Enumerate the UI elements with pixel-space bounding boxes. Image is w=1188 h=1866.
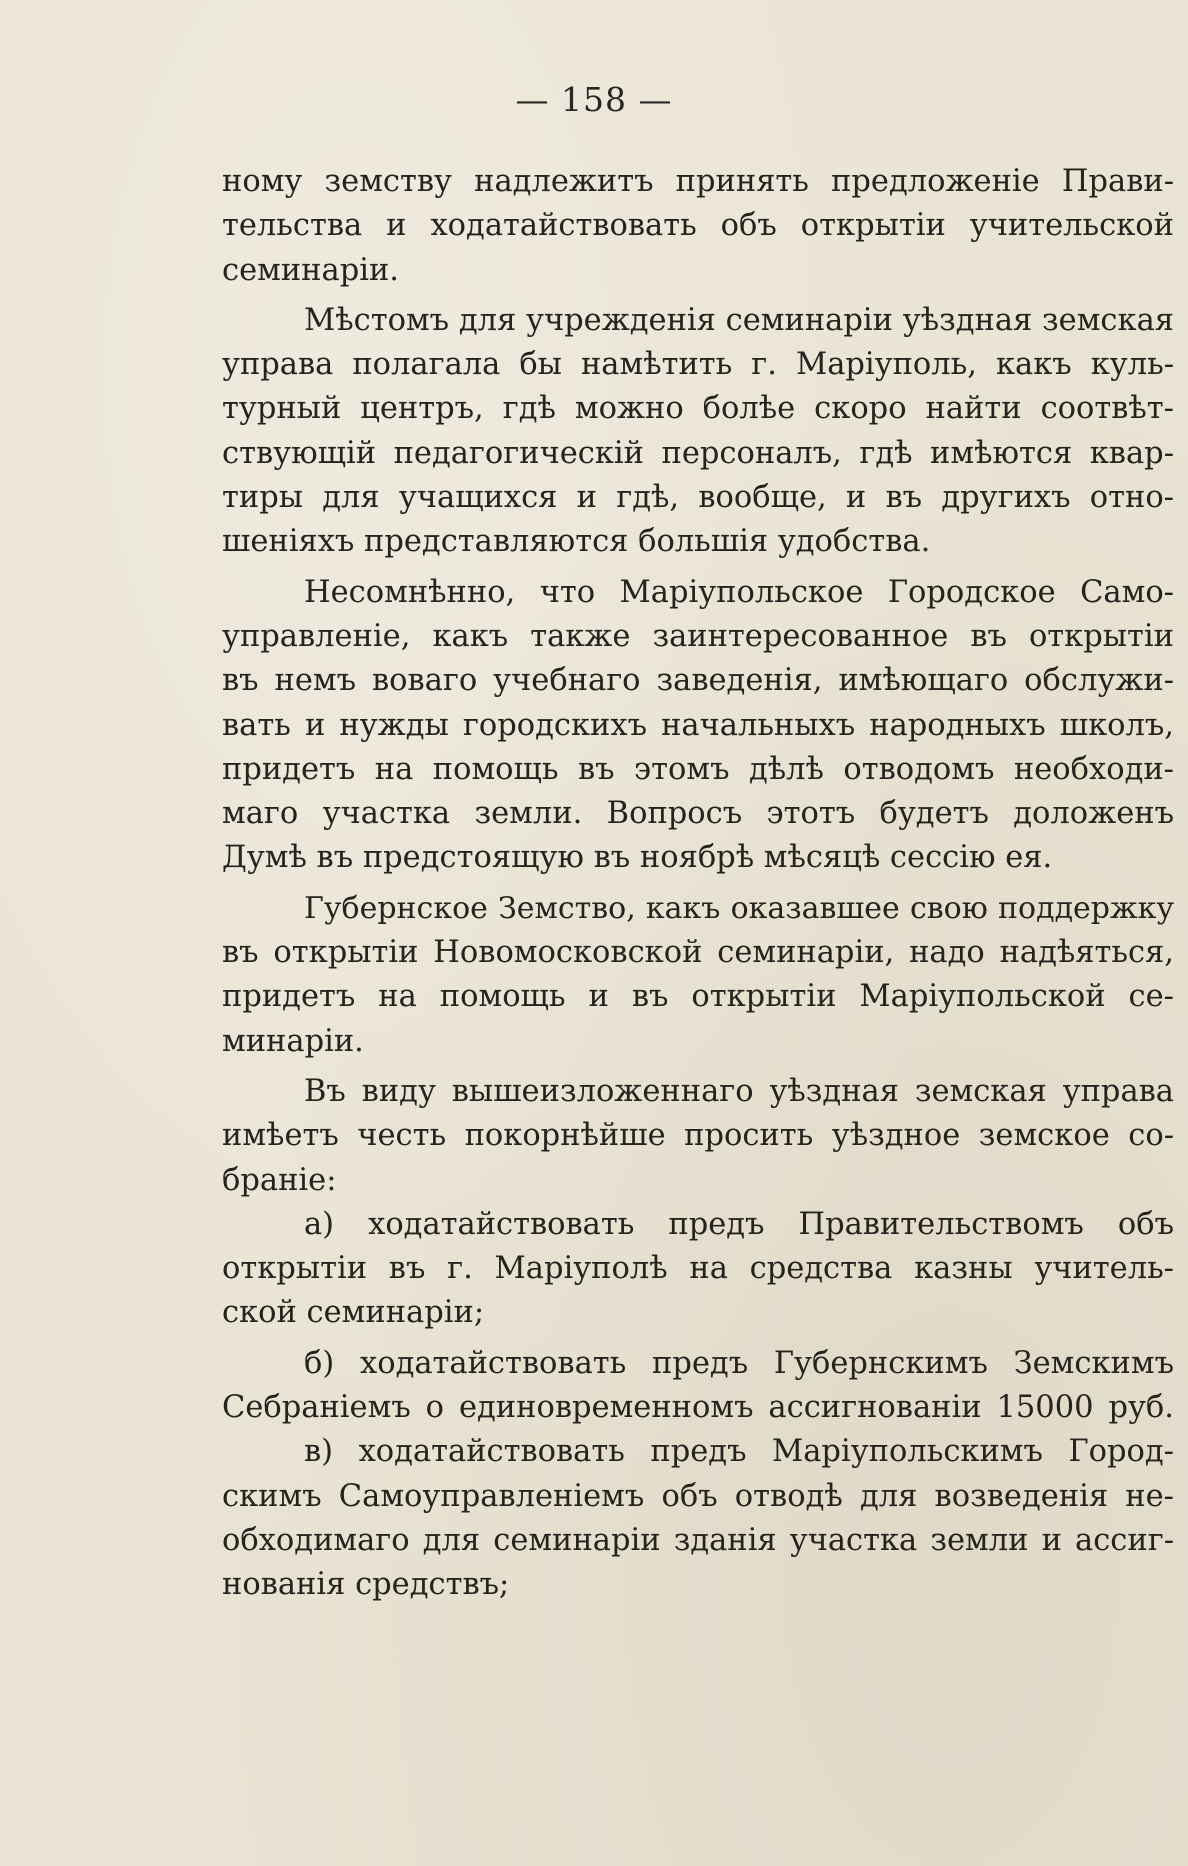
- text-line: Губернское Земство, какъ оказавшее свою поддержку: [304, 890, 1174, 926]
- text-line: управленiе, какъ также заинтересованное въ открытiи: [222, 618, 1174, 654]
- text-line: имѣетъ честь покорнѣйше просить уѣздное земское со-: [222, 1118, 1174, 1154]
- text-line: обходимаго для семинарiи зданiя участка земли и ассиг-: [222, 1522, 1174, 1558]
- text-line: тиры для учащихся и гдѣ, вообще, и въ другихъ отно-: [222, 480, 1174, 516]
- text-line: минарiи.: [222, 1023, 364, 1059]
- text-line: открытiи въ г. Марiуполѣ на средства казны учитель-: [222, 1251, 1174, 1287]
- text-line: вать и нужды городскихъ начальныхъ народныхъ школъ,: [222, 707, 1174, 743]
- text-line: бранiе:: [222, 1162, 337, 1198]
- text-line: ской семинарiи;: [222, 1295, 485, 1331]
- text-line: семинарiи.: [222, 252, 399, 288]
- text-line: тельства и ходатайствовать объ открытiи учительской: [222, 208, 1174, 244]
- text-line: въ немъ воваго учебнаго заведенiя, имѣющаго обслужи-: [222, 663, 1174, 699]
- text-line: ному земству надлежитъ принять предложенiе Прави-: [222, 164, 1174, 199]
- text-line: турный центръ, гдѣ можно болѣе скоро найти соотвѣт-: [222, 391, 1174, 427]
- text-line: б) ходатайствовать предъ Губернскимъ Земскимъ: [304, 1345, 1174, 1381]
- text-line: в) ходатайствовать предъ Марiупольскимъ Город-: [304, 1434, 1174, 1470]
- text-line: придетъ на помощь въ этомъ дѣлѣ отводомъ необходи-: [222, 751, 1174, 787]
- text-line: управа полагала бы намѣтить г. Марiуполь, какъ куль-: [222, 347, 1174, 383]
- text-line: Мѣстомъ для учрежденiя семинарiи уѣздная земская: [304, 302, 1174, 338]
- text-line: шенiяхъ представляются большiя удобства.: [222, 524, 931, 560]
- page-number: — 158 —: [515, 80, 673, 119]
- text-line: а) ходатайствовать предъ Правительствомъ объ: [304, 1206, 1174, 1242]
- text-line: Въ виду вышеизложеннаго уѣздная земская управа: [304, 1073, 1174, 1109]
- text-line: Думѣ въ предстоящую въ ноябрѣ мѣсяцѣ сессiю ея.: [222, 840, 1053, 876]
- text-line: скимъ Самоуправленiемъ объ отводѣ для возведенiя не-: [222, 1478, 1174, 1514]
- text-line: придетъ на помощь и въ открытiи Марiупольской се-: [222, 979, 1174, 1015]
- text-line: Несомнѣнно, что Марiупольское Городское Само-: [304, 574, 1174, 610]
- text-line: въ открытiи Новомосковской семинарiи, надо надѣяться,: [222, 935, 1174, 971]
- text-line: маго участка земли. Вопросъ этотъ будетъ доложенъ: [222, 796, 1174, 832]
- body-text: [222, 160, 1174, 1608]
- text-line: нованiя средствъ;: [222, 1567, 510, 1603]
- text-line: ствующiй педагогическiй персоналъ, гдѣ имѣются квар-: [222, 435, 1174, 471]
- text-line: Себранiемъ о единовременномъ ассигнованiи 15000 руб.: [222, 1390, 1174, 1426]
